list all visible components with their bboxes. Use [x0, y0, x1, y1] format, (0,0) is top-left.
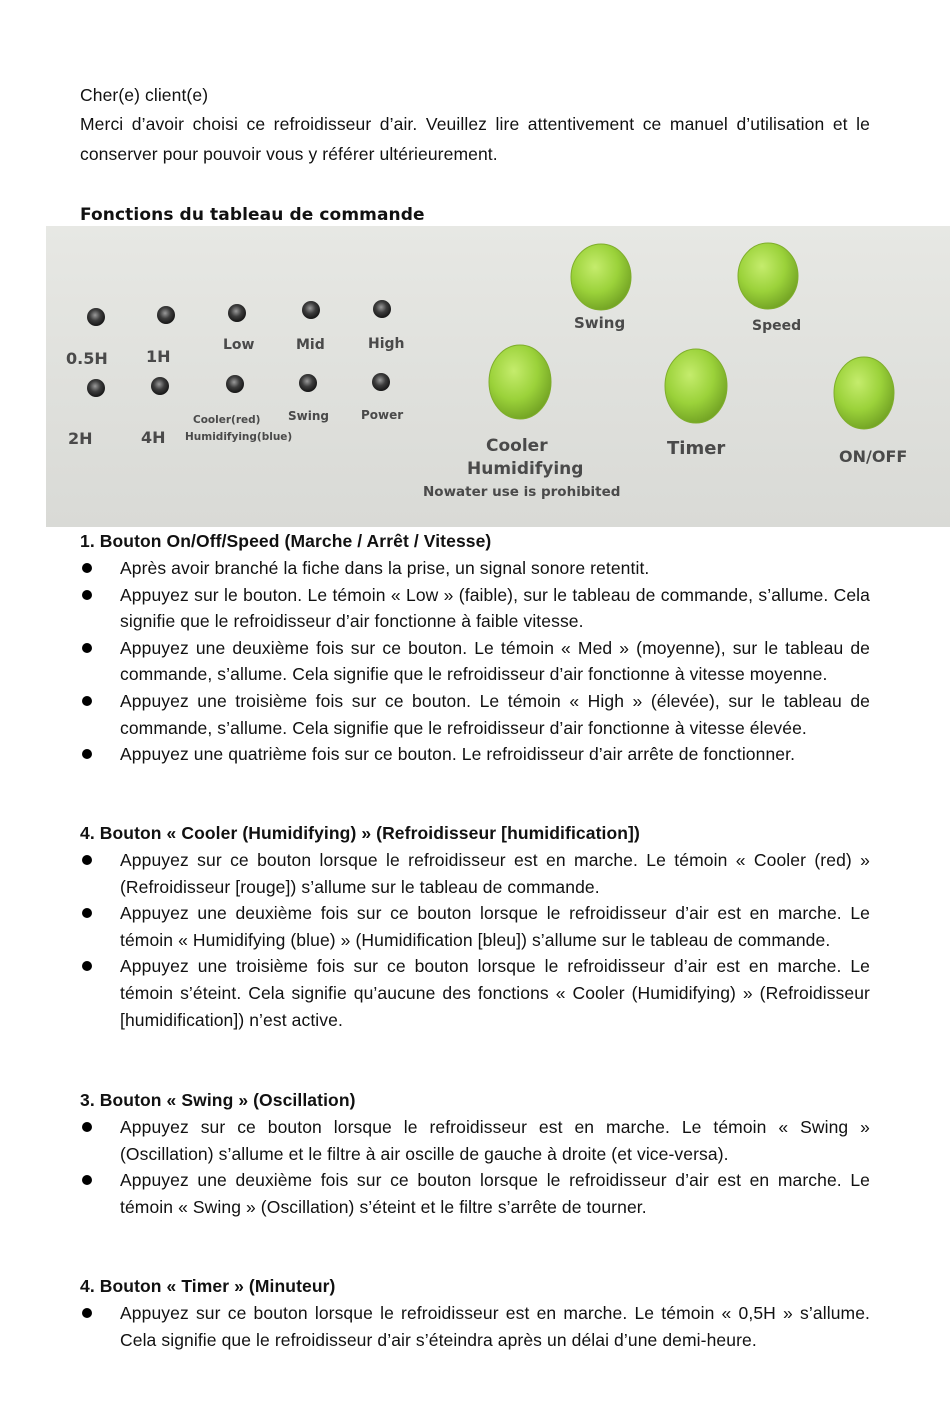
led-high [373, 300, 391, 318]
section-timer [80, 1273, 870, 1353]
led-half-hour [87, 308, 105, 326]
label-cooler-red: Cooler(red) [193, 414, 261, 426]
label-swing-led: Swing [288, 409, 329, 423]
led-cooler [226, 375, 244, 393]
bullet-list [80, 1114, 870, 1220]
label-low: Low [223, 337, 255, 353]
swing-button[interactable] [571, 244, 631, 310]
list-item: Appuyez une troisième fois sur ce bouton lorsque le refroidisseur d’air est en marche. Le témoin s’éteint. Cela signifie qu’aucune des fonctions « Cooler (Humidifying) » (Refroidisseur [humidification]) n’est active. [80, 953, 870, 1033]
intro [80, 82, 870, 169]
label-two-hour: 2H [68, 429, 93, 448]
list-item: Appuyez sur le bouton. Le témoin « Low » (faible), sur le tableau de commande, s’allume. Cela signifie que le refroidisseur d’air fonctionne à faible vitesse. [80, 582, 870, 635]
list-item: Appuyez une quatrième fois sur ce bouton. Le refroidisseur d’air arrête de fonctionner. [80, 741, 870, 768]
panel-heading: Fonctions du tableau de commande [80, 205, 425, 225]
label-mid: Mid [296, 337, 325, 353]
control-panel-illustration [46, 226, 950, 527]
label-cooler-button: Cooler [486, 436, 548, 456]
bullet-list [80, 1300, 870, 1353]
list-item: Appuyez une deuxième fois sur ce bouton lorsque le refroidisseur d’air est en marche. Le témoin « Humidifying (blue) » (Humidification [bleu]) s’allume sur le tableau de commande. [80, 900, 870, 953]
speed-button[interactable] [738, 243, 798, 309]
section-on-off-speed [80, 528, 870, 768]
led-one-hour [157, 306, 175, 324]
list-item: Appuyez une deuxième fois sur ce bouton. Le témoin « Med » (moyenne), sur le tableau de commande, s’allume. Cela signifie que le refroidisseur d’air fonctionne à vitesse moyenne. [80, 635, 870, 688]
section-title: 4. Bouton « Cooler (Humidifying) » (Refroidisseur [humidification]) [80, 823, 640, 843]
led-four-hour [151, 377, 169, 395]
section-swing [80, 1087, 870, 1220]
onoff-button[interactable] [834, 357, 894, 429]
section-title: 4. Bouton « Timer » (Minuteur) [80, 1276, 336, 1296]
list-item: Appuyez sur ce bouton lorsque le refroidisseur est en marche. Le témoin « Swing » (Oscillation) s’allume et le filtre à air oscille de gauche à droite (et vice-versa). [80, 1114, 870, 1167]
led-power [372, 373, 390, 391]
label-timer-button: Timer [667, 438, 726, 459]
greeting: Cher(e) client(e) [80, 85, 209, 105]
led-mid [302, 301, 320, 319]
list-item: Appuyez sur ce bouton lorsque le refroidisseur est en marche. Le témoin « 0,5H » s’allume. Cela signifie que le refroidisseur d’air s’éteindra après un délai d’une demi-heure. [80, 1300, 870, 1353]
section-title: 3. Bouton « Swing » (Oscillation) [80, 1090, 356, 1110]
list-item: Après avoir branché la fiche dans la prise, un signal sonore retentit. [80, 555, 870, 582]
section-title: 1. Bouton On/Off/Speed (Marche / Arrêt / Vitesse) [80, 531, 492, 551]
label-swing-button: Swing [574, 314, 626, 332]
intro-paragraph: Merci d’avoir choisi ce refroidisseur d’air. Veuillez lire attentivement ce manuel d’utilisation et le conserver pour pouvoir vous y référer ultérieurement. [80, 114, 870, 164]
timer-button[interactable] [665, 349, 727, 423]
label-onoff-button: ON/OFF [839, 447, 908, 466]
led-swing [299, 374, 317, 392]
control-panel-photo [46, 226, 950, 527]
label-one-hour: 1H [146, 347, 171, 366]
led-two-hour [87, 379, 105, 397]
label-half-hour: 0.5H [66, 349, 108, 368]
section-cooler-humidifying [80, 820, 870, 1033]
list-item: Appuyez une deuxième fois sur ce bouton lorsque le refroidisseur d’air est en marche. Le témoin « Swing » (Oscillation) s’éteint et le filtre s’arrête de tourner. [80, 1167, 870, 1220]
label-four-hour: 4H [141, 428, 166, 447]
label-humidifying-blue: Humidifying(blue) [185, 431, 293, 443]
bullet-list [80, 847, 870, 1033]
list-item: Appuyez sur ce bouton lorsque le refroidisseur est en marche. Le témoin « Cooler (red) » (Refroidisseur [rouge]) s’allume sur le tableau de commande. [80, 847, 870, 900]
list-item: Appuyez une troisième fois sur ce bouton. Le témoin « High » (élevée), sur le tableau de commande, s’allume. Cela signifie que le refroidisseur d’air fonctionne à vitesse élevée. [80, 688, 870, 741]
led-low [228, 304, 246, 322]
bullet-list [80, 555, 870, 768]
cooler-humidifying-button[interactable] [489, 345, 551, 419]
label-speed-button: Speed [752, 318, 802, 334]
label-no-water-note: Nowater use is prohibited [423, 484, 621, 500]
label-high: High [368, 336, 405, 352]
label-humidifying-button: Humidifying [467, 459, 584, 479]
label-power: Power [361, 408, 404, 422]
